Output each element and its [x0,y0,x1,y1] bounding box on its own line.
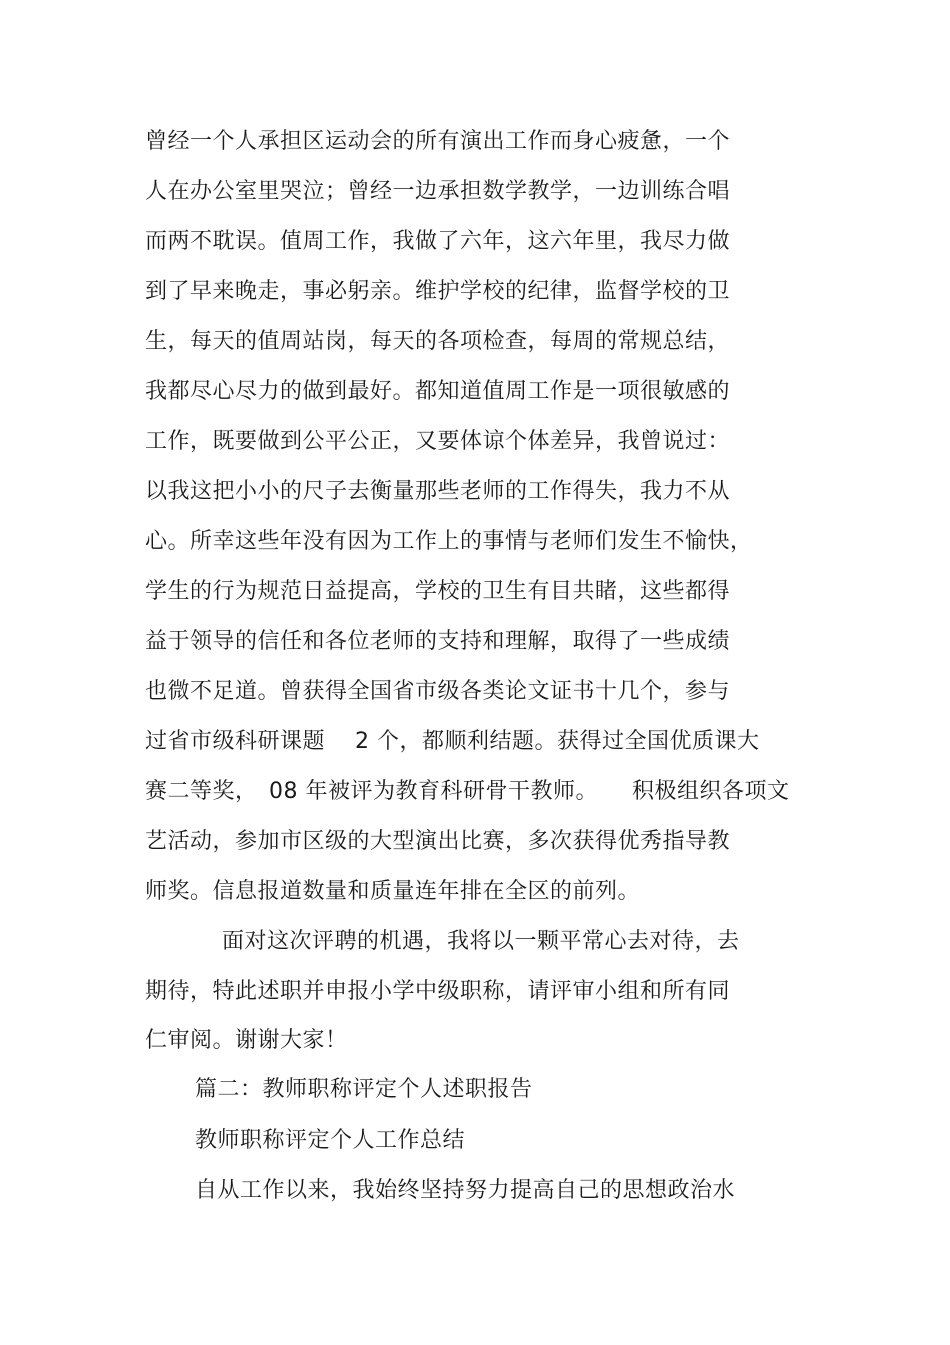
body-text-line: 过省市级科研课题 2 个，都顺利结题。获得过全国优质课大 [145,729,760,754]
body-text-line: 自从工作以来，我始终坚持努力提高自己的思想政治水 [195,1178,736,1203]
body-text-line: 到了早来晚走，事必躬亲。维护学校的纪律，监督学校的卫 [145,279,731,304]
body-text-line: 我都尽心尽力的做到最好。都知道值周工作是一项很敏感的 [145,379,731,404]
body-text-line: 面对这次评聘的机遇，我将以一颗平常心去对待，去 [222,929,740,954]
body-text-line: 以我这把小小的尺子去衡量那些老师的工作得失，我力不从 [145,479,731,504]
body-text-line: 学生的行为规范日益提高，学校的卫生有目共睹，这些都得 [145,579,731,604]
body-text-line: 人在办公室里哭泣；曾经一边承担数学教学，一边训练合唱 [145,179,731,204]
body-text-line: 期待，特此述职并申报小学中级职称，请评审小组和所有同 [145,979,731,1004]
body-text-line: 仁审阅。谢谢大家！ [145,1028,348,1053]
body-text-line: 师奖。信息报道数量和质量连年排在全区的前列。 [145,879,641,904]
body-text-line: 艺活动，参加市区级的大型演出比赛，多次获得优秀指导教 [145,829,731,854]
body-text-line: 赛二等奖， 08 年被评为教育科研骨干教师。 积极组织各项文 [145,779,790,804]
body-text-line: 生，每天的值周站岗，每天的各项检查，每周的常规总结， [145,329,731,354]
section-subtitle: 教师职称评定个人工作总结 [195,1128,466,1153]
body-text-line: 益于领导的信任和各位老师的支持和理解，取得了一些成绩 [145,629,731,654]
body-text-line: 曾经一个人承担区运动会的所有演出工作而身心疲惫，一个 [145,129,731,154]
body-text-line: 也微不足道。曾获得全国省市级各类论文证书十几个，参与 [145,679,731,704]
section-heading: 篇二：教师职称评定个人述职报告 [195,1077,533,1102]
body-text-line: 心。所幸这些年没有因为工作上的事情与老师们发生不愉快， [145,529,753,554]
body-text-line: 而两不耽误。值周工作，我做了六年，这六年里，我尽力做 [145,229,731,254]
body-text-line: 工作，既要做到公平公正，又要体谅个体差异，我曾说过： [145,429,731,454]
